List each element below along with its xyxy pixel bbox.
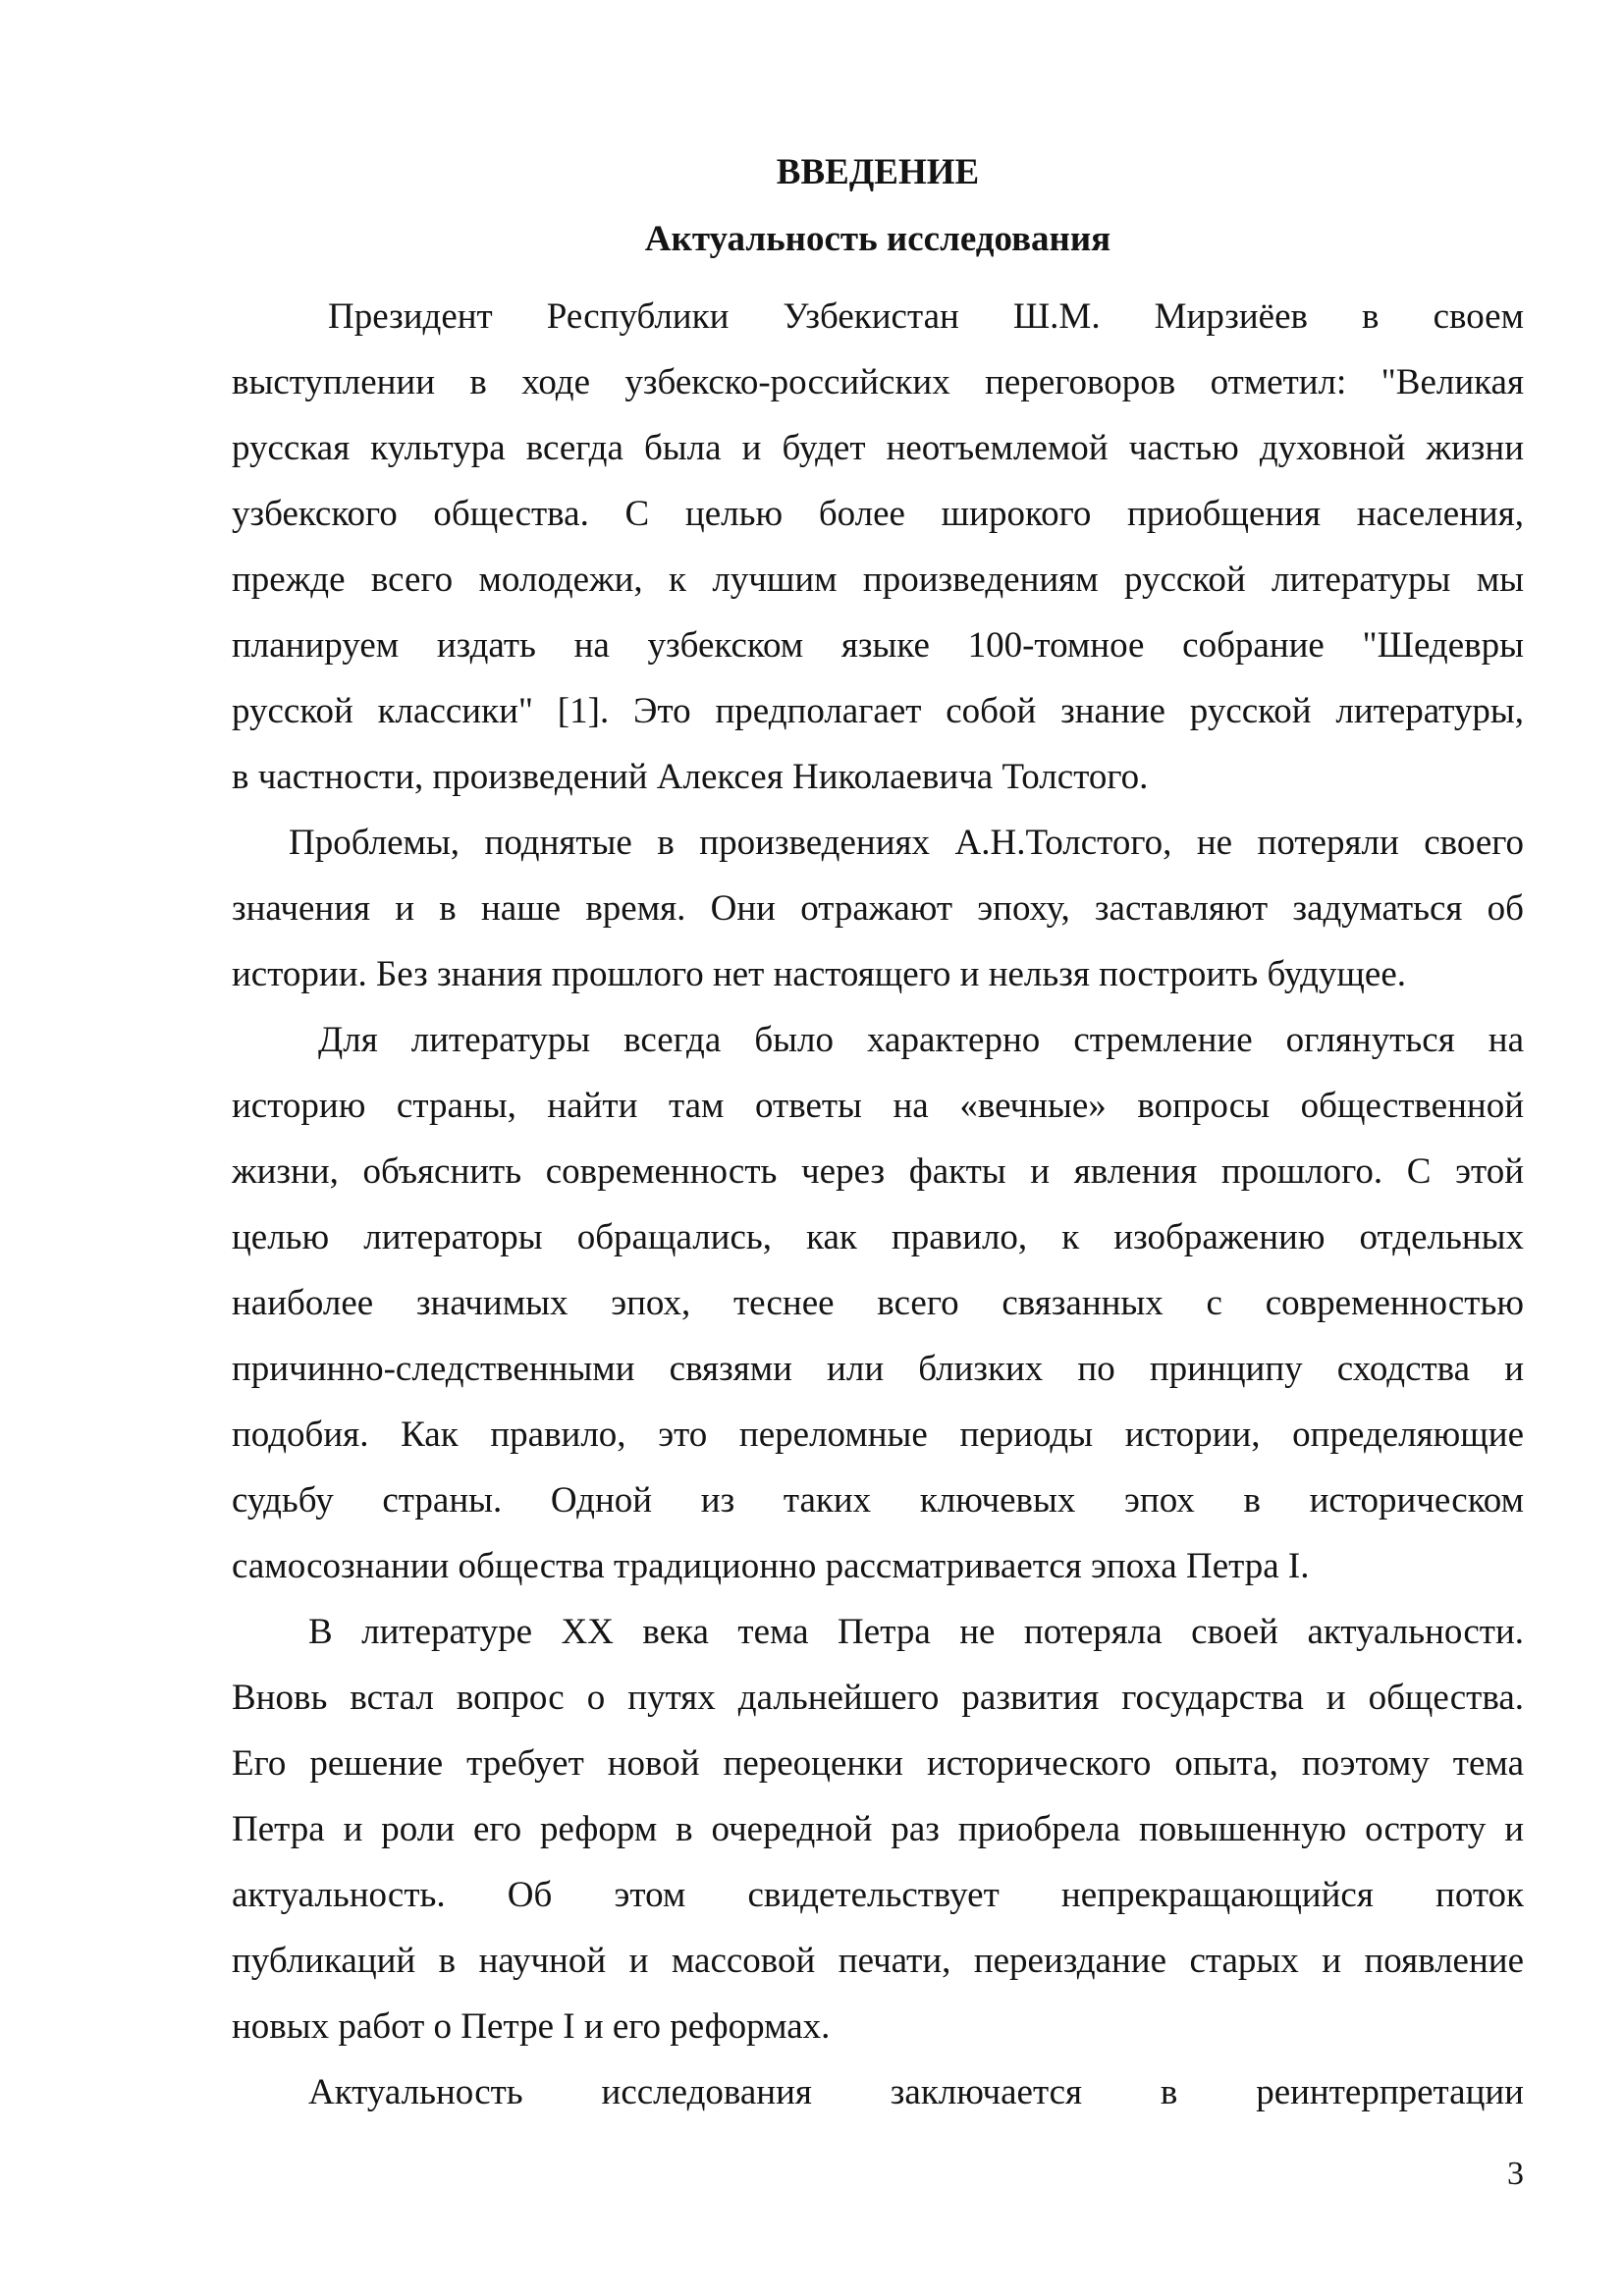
body-text (232, 284, 1524, 2125)
text-line: Для литературы всегда было характерно стремление оглянуться на (318, 1020, 1524, 1060)
text-line: самосознании общества традиционно рассматривается эпоха Петра I. (232, 1546, 1310, 1586)
text-line: Вновь встал вопрос о путях дальнейшего развития государства и общества. (232, 1678, 1524, 1718)
text-line: актуальность. Об этом свидетельствует непрекращающийся поток (232, 1875, 1524, 1915)
text-line: подобия. Как правило, это переломные периоды истории, определяющие (232, 1415, 1524, 1455)
text-line: Петра и роли его реформ в очередной раз приобрела повышенную остроту и (232, 1809, 1524, 1849)
text-line: причинно-следственными связями или близких по принципу сходства и (232, 1349, 1524, 1389)
text-line: узбекского общества. С целью более широкого приобщения населения, (232, 494, 1524, 534)
text-line: судьбу страны. Одной из таких ключевых эпох в историческом (232, 1480, 1524, 1521)
text-line: планируем издать на узбекском языке 100-томное собрание "Шедевры (232, 625, 1524, 666)
text-line: Актуальность исследования заключается в реинтерпретации (308, 2072, 1524, 2112)
text-line: русской классики" [1]. Это предполагает собой знание русской литературы, (232, 691, 1524, 731)
text-line: прежде всего молодежи, к лучшим произведениям русской литературы мы (232, 560, 1524, 600)
text-line: Проблемы, поднятые в произведениях А.Н.Толстого, не потеряли своего (289, 823, 1524, 863)
text-line: наиболее значимых эпох, теснее всего связанных с современностью (232, 1283, 1524, 1323)
text-line: публикаций в научной и массовой печати, переиздание старых и появление (232, 1941, 1524, 1981)
text-line: выступлении в ходе узбекско-российских переговоров отметил: "Великая (232, 362, 1524, 402)
text-line: истории. Без знания прошлого нет настоящего и нельзя построить будущее. (232, 954, 1407, 994)
section-subheading: Актуальность исследования (644, 219, 1111, 259)
text-line: жизни, объяснить современность через факты и явления прошлого. С этой (232, 1151, 1524, 1192)
text-line: историю страны, найти там ответы на «вечные» вопросы общественной (232, 1086, 1524, 1126)
text-line: в частности, произведений Алексея Николаевича Толстого. (232, 757, 1149, 797)
text-line: новых работ о Петре I и его реформах. (232, 2006, 831, 2047)
page-number: 3 (1507, 2156, 1524, 2192)
text-line: Его решение требует новой переоценки исторического опыта, поэтому тема (232, 1743, 1524, 1784)
text-line: Президент Республики Узбекистан Ш.М. Мирзиёев в своем (328, 296, 1524, 337)
text-line: В литературе XX века тема Петра не потеряла своей актуальности. (308, 1612, 1524, 1652)
page-heading: ВВЕДЕНИЕ (776, 152, 980, 192)
text-line: целью литераторы обращались, как правило, к изображению отдельных (232, 1217, 1524, 1257)
text-line: значения и в наше время. Они отражают эпоху, заставляют задуматься об (232, 888, 1524, 929)
text-line: русская культура всегда была и будет неотъемлемой частью духовной жизни (232, 428, 1524, 468)
